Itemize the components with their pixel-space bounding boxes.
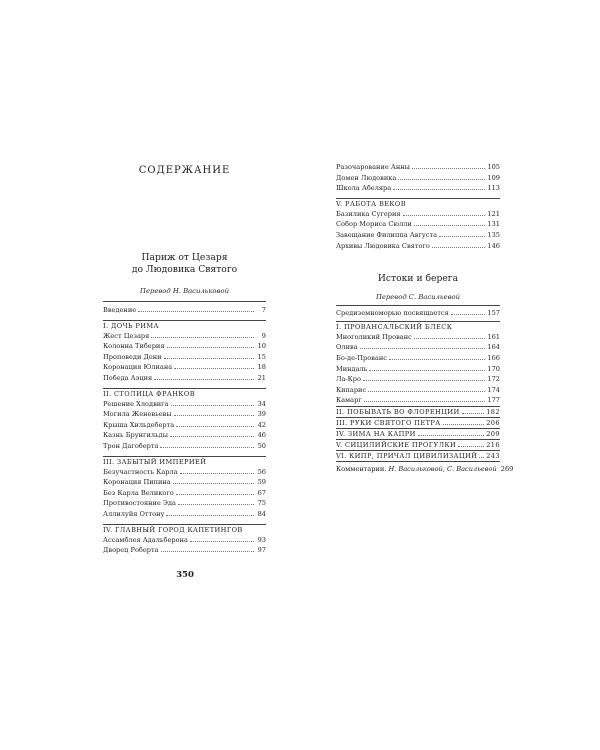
toc-entry	[336, 353, 500, 364]
entry-title: Дворец Роберта	[103, 546, 159, 555]
leader-dots	[432, 241, 486, 248]
toc-entry	[336, 364, 500, 375]
leader-dots	[451, 308, 486, 315]
leader-dots	[443, 418, 485, 425]
entry-title: Введение	[103, 306, 137, 314]
leader-dots	[368, 385, 485, 392]
toc-entry	[103, 420, 266, 431]
toc-entry	[103, 331, 266, 342]
entry-title: Базилика Сугерия	[336, 209, 401, 218]
entry-page: 93	[257, 535, 266, 544]
entry-title: Средиземноморью посвящается	[336, 309, 449, 318]
entry-page: 109	[487, 173, 500, 182]
toc-entry	[103, 441, 266, 452]
toc-entry	[103, 373, 266, 384]
section-heading: IV. ГЛАВНЫЙ ГОРОД КАПЕТИНГОВ	[103, 525, 243, 534]
entry-title: Кипарис	[336, 385, 367, 394]
entry-page: 21	[257, 373, 266, 382]
leader-dots	[458, 440, 484, 447]
toc-entry	[103, 467, 266, 478]
leader-dots	[161, 545, 254, 552]
toc-entry	[336, 374, 500, 385]
toc-entry	[103, 509, 266, 520]
toc-entry	[103, 362, 266, 373]
entry-page: 97	[257, 546, 266, 555]
entry-page: 269	[500, 464, 514, 473]
leader-dots	[176, 420, 254, 427]
entry-title: V. СИЦИЛИЙСКИЕ ПРОГУЛКИ	[336, 440, 457, 449]
entry-page: 172	[487, 375, 500, 384]
entry-title: IV. ЗИМА НА КАПРИ	[336, 429, 416, 438]
entry-title: Коронация Юлиана	[103, 363, 173, 372]
toc-section-entry	[336, 418, 500, 428]
leader-dots	[414, 332, 486, 339]
toc-entry	[336, 385, 500, 396]
toc-entry	[336, 162, 500, 173]
entry-title: Разочарование Анны	[336, 163, 410, 171]
toc-section-entry	[336, 407, 500, 417]
entry-title: Без Карла Великого	[103, 488, 174, 497]
entry-page: 216	[486, 440, 500, 449]
entry-title: Коронация Пипина	[103, 478, 171, 487]
entry-title	[336, 465, 497, 475]
leader-dots	[389, 353, 486, 360]
leader-dots	[364, 395, 486, 402]
entry-page: 105	[487, 163, 500, 171]
entry-page: 177	[487, 396, 500, 405]
section-heading: V. РАБОТА ВЕКОВ	[336, 199, 406, 208]
leader-dots	[171, 399, 254, 406]
entry-page: 164	[487, 343, 500, 352]
entry-page: 135	[487, 230, 500, 239]
toc-title: СОДЕРЖАНИЕ	[138, 165, 231, 176]
comments-label: Комментарии.	[336, 464, 387, 473]
leader-dots	[176, 488, 254, 495]
entry-page: 121	[487, 209, 500, 218]
toc-entry	[103, 545, 266, 556]
comments-authors: Н. Васильковой, С. Васильевой	[388, 464, 497, 473]
toc-entry	[336, 173, 500, 184]
entry-title: Архивы Людовика Святого	[336, 241, 430, 250]
leader-dots	[360, 342, 486, 349]
toc-entry	[336, 332, 500, 343]
entry-page: 56	[257, 467, 266, 476]
leader-dots	[398, 173, 485, 180]
entry-page: 146	[487, 241, 500, 250]
leader-dots	[369, 364, 485, 371]
entry-page: 9	[261, 331, 266, 340]
leader-dots	[174, 362, 254, 369]
leader-dots	[167, 341, 255, 348]
toc-section-entry	[336, 440, 500, 450]
section-heading: I. ДОЧЬ РИМА	[103, 321, 159, 330]
entry-page: 174	[487, 385, 500, 394]
entry-page: 209	[486, 429, 500, 438]
section-heading: I. ПРОВАНСАЛЬСКИЙ БЛЕСК	[336, 322, 453, 331]
toc-entry	[336, 209, 500, 220]
toc-entry	[103, 399, 266, 410]
entry-page: 166	[487, 353, 500, 362]
entry-title: Школа Абеляра	[336, 184, 392, 193]
entry-title: Проповеди Дени	[103, 352, 162, 361]
toc-entry	[336, 395, 500, 406]
entry-page: 75	[257, 499, 266, 508]
leader-dots	[393, 183, 485, 190]
toc-entry	[103, 341, 266, 352]
entry-title: III. РУКИ СВЯТОГО ПЕТРА	[336, 418, 441, 427]
toc-entry	[103, 352, 266, 363]
entry-title: Крыша Хильдеберта	[103, 420, 175, 429]
entry-page: 182	[486, 407, 500, 416]
entry-page: 67	[257, 488, 266, 497]
leader-dots	[403, 209, 486, 216]
toc-entry	[103, 488, 266, 499]
toc-entry	[336, 183, 500, 194]
toc-section-entry	[336, 429, 500, 439]
entry-page: 206	[486, 418, 500, 427]
entry-page: 39	[257, 410, 266, 419]
entry-title: Безучастность Карла	[103, 467, 178, 476]
toc-entry	[103, 477, 266, 488]
entry-title: Домен Людовика	[336, 173, 397, 182]
leader-dots	[164, 352, 254, 359]
section-heading: II. СТОЛИЦА ФРАНКОВ	[103, 389, 195, 398]
leader-dots	[173, 477, 254, 484]
entry-title: Завещание Филиппа Августа	[336, 230, 438, 239]
leader-dots	[479, 451, 484, 458]
leader-dots	[412, 162, 486, 169]
entry-title: Аллилуйя Оттону	[103, 509, 165, 518]
toc-entry	[103, 409, 266, 420]
entry-title: Миндаль	[336, 364, 368, 373]
toc-entry	[103, 305, 266, 316]
entry-title: Противостояние Эда	[103, 499, 176, 508]
entry-page: 46	[257, 431, 266, 440]
part-title: Истоки и берега	[377, 273, 459, 285]
entry-page: 161	[487, 332, 500, 341]
entry-title: Колонна Тиберия	[103, 342, 165, 351]
leader-dots	[166, 509, 254, 516]
toc-entry	[336, 308, 500, 319]
page-number: 350	[176, 570, 194, 580]
leader-dots	[178, 498, 254, 505]
entry-title: Собор Мориса Сюлли	[336, 220, 412, 229]
entry-page: 131	[487, 220, 500, 229]
leader-dots	[151, 331, 254, 338]
toc-entry	[103, 498, 266, 509]
leader-dots	[190, 535, 254, 542]
toc-entry	[336, 241, 500, 252]
leader-dots	[154, 373, 254, 380]
entry-page: 84	[257, 509, 266, 518]
entry-title: Победа Аэция	[103, 373, 153, 382]
entry-page: 170	[487, 364, 500, 373]
entry-page: 15	[257, 352, 266, 361]
entry-title: Ассамблея Адальберона	[103, 535, 188, 544]
entry-page: 50	[257, 441, 266, 450]
translator-credit: Перевод С. Васильевой	[375, 293, 461, 302]
entry-page: 157	[487, 309, 500, 318]
right-column	[336, 162, 514, 475]
toc-entry	[336, 219, 500, 230]
entry-page: 18	[257, 363, 266, 372]
leader-dots	[170, 430, 254, 437]
toc-entry	[336, 230, 500, 241]
translator-credit: Перевод Н. Васильковой	[140, 287, 229, 295]
toc-entry	[336, 342, 500, 353]
entry-title: VI. КИПР, ПРИЧАЛ ЦИВИЛИЗАЦИЙ	[336, 451, 478, 460]
entry-title: Трон Дагоберта	[103, 441, 159, 450]
comments-entry	[336, 464, 514, 475]
entry-page: 113	[487, 184, 500, 193]
part-title-line-2: до Людовика Святого	[131, 264, 238, 275]
leader-dots	[180, 467, 254, 474]
leader-dots	[439, 230, 485, 237]
part-title-line-1: Париж от Цезаря	[141, 252, 228, 263]
entry-title: Камарг	[336, 396, 362, 405]
entry-title: Ла-Кро	[336, 375, 361, 384]
entry-page: 7	[261, 306, 266, 314]
entry-page: 34	[257, 399, 266, 408]
toc-entry	[103, 430, 266, 441]
entry-page: 59	[257, 478, 266, 487]
leader-dots	[174, 409, 254, 416]
entry-page: 243	[486, 451, 500, 460]
entry-title: Жест Цезаря	[103, 331, 150, 340]
section-heading: III. ЗАБЫТЫЙ ИМПЕРИЕЙ	[103, 457, 207, 466]
entry-page: 10	[257, 342, 266, 351]
leader-dots	[414, 219, 486, 226]
leader-dots	[462, 407, 485, 414]
leader-dots	[418, 429, 484, 436]
entry-title: Бо-де-Прованс	[336, 353, 387, 362]
leader-dots	[138, 305, 254, 312]
entry-title: Многоликий Прованс	[336, 332, 412, 341]
entry-title: Казнь Брунгильды	[103, 431, 168, 440]
entry-title: II. ПОБЫВАТЬ ВО ФЛОРЕНЦИИ	[336, 407, 460, 416]
entry-title: Могила Женевьевы	[103, 410, 172, 419]
leader-dots	[363, 374, 485, 381]
entry-title: Решение Хлодвига	[103, 399, 169, 408]
toc-section-entry	[336, 451, 500, 461]
leader-dots	[160, 441, 254, 448]
entry-page: 42	[257, 420, 266, 429]
toc-entry	[103, 535, 266, 546]
entry-title: Олива	[336, 343, 358, 352]
left-column	[103, 162, 266, 556]
